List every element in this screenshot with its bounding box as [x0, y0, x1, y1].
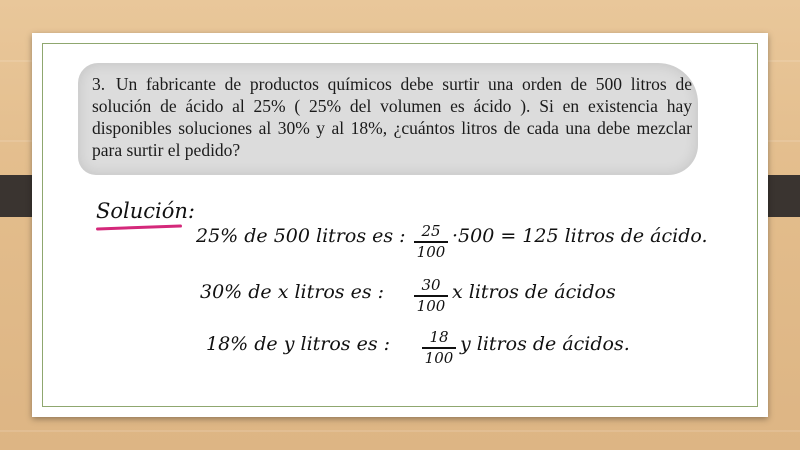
solution-underline — [96, 225, 182, 231]
fraction-denominator: 100 — [416, 296, 446, 315]
problem-text: Un fabricante de productos químicos debe surtir una orden de 500 litros de solución de ácido al 25% ( 25% del volumen es ácido ). Si en existencia hay disponibles soluciones al 30% y al 18%, ¿cuántos litros de cada una debe mezclar para surtir el pedido? — [92, 74, 692, 160]
solution-row-3-fraction — [422, 329, 456, 367]
fraction-numerator: 18 — [429, 328, 449, 346]
solution-row-1-result: ·500 = 125 litros de ácido. — [452, 225, 708, 247]
solution-row-1-fraction — [414, 223, 448, 261]
fraction-denominator: 100 — [416, 242, 446, 261]
problem-statement — [92, 73, 692, 161]
fraction-denominator: 100 — [424, 348, 454, 367]
fraction-numerator: 30 — [421, 276, 441, 294]
handwritten-solution — [92, 195, 708, 375]
solution-row-2-result: x litros de ácidos — [452, 281, 616, 303]
solution-row-1-lead: 25% de 500 litros es : — [196, 225, 406, 247]
wood-grain — [0, 430, 800, 432]
solution-row-2-lead: 30% de x litros es : — [200, 281, 385, 303]
problem-number: 3. — [92, 74, 106, 94]
solution-label: Solución: — [96, 199, 195, 223]
solution-row-3-lead: 18% de y litros es : — [206, 333, 391, 355]
slide — [32, 33, 768, 417]
fraction-numerator: 25 — [421, 222, 441, 240]
solution-row-3-result: y litros de ácidos. — [460, 333, 630, 355]
solution-row-2-fraction — [414, 277, 448, 315]
